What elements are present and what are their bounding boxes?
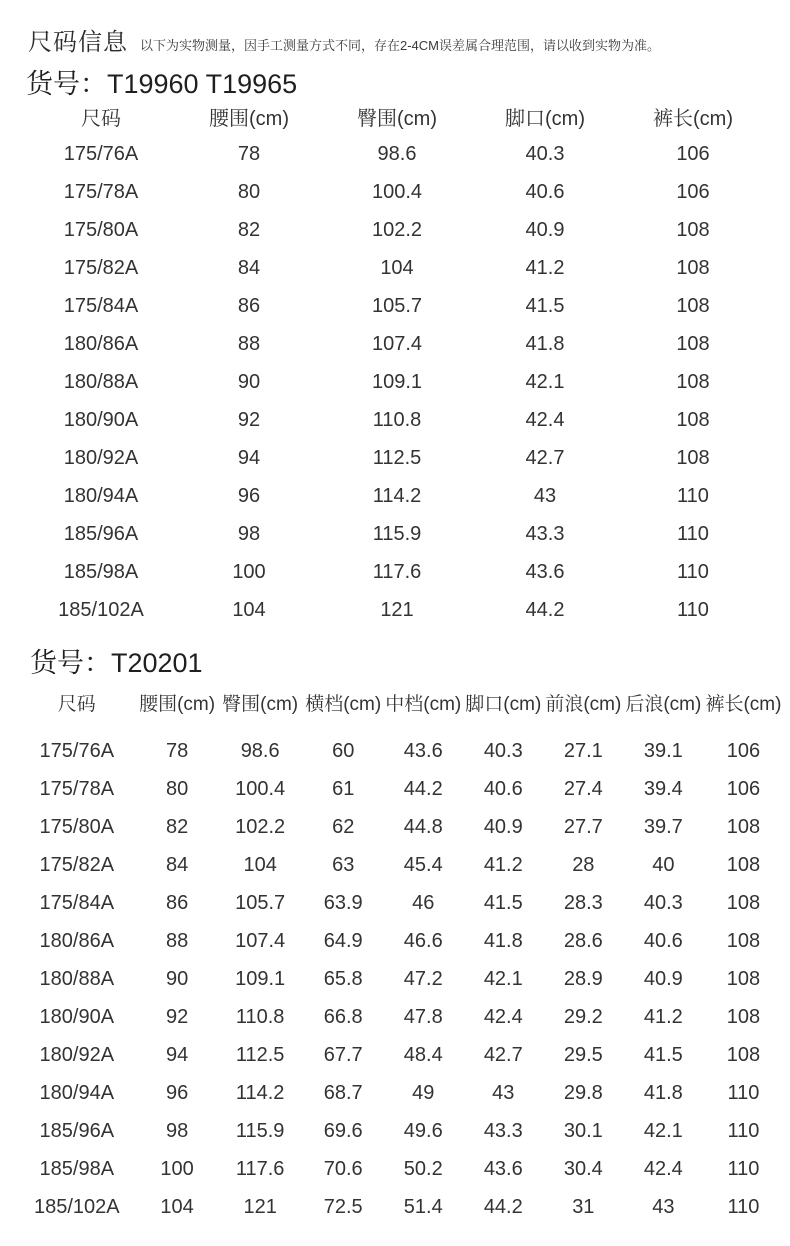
measurement-cell: 43 <box>533 484 557 507</box>
measurement-cell: 30.1 <box>563 1119 603 1142</box>
measurement-cell: 108 <box>676 446 710 469</box>
measurement-cell: 110 <box>677 598 709 621</box>
measurement-cell: 63.9 <box>323 891 363 914</box>
measurement-cell: 110 <box>727 1119 760 1142</box>
table-row <box>27 249 767 287</box>
measurement-cell: 66.8 <box>323 1005 363 1028</box>
column-header: 臀围(cm) <box>222 694 299 715</box>
measurement-cell: 40.6 <box>483 777 523 800</box>
measurement-cell: 27.4 <box>563 777 603 800</box>
table-row <box>27 553 767 591</box>
measurement-cell: 28.6 <box>563 929 603 952</box>
size-cell: 175/80A <box>39 815 115 838</box>
size-cell: 180/90A <box>63 408 139 431</box>
measurement-cell: 92 <box>237 408 261 431</box>
measurement-cell: 62 <box>332 815 355 838</box>
table-row <box>16 960 784 998</box>
measurement-cell: 114.2 <box>372 484 422 507</box>
table-row <box>16 1074 784 1112</box>
column-header: 后浪(cm) <box>625 694 702 715</box>
table-row <box>27 439 767 477</box>
measurement-cell: 114.2 <box>235 1081 285 1104</box>
table-row <box>16 922 784 960</box>
column-header: 中档(cm) <box>385 694 462 715</box>
table-row <box>16 770 784 808</box>
table-row <box>16 1036 784 1074</box>
measurement-cell: 110.8 <box>372 408 422 431</box>
measurement-cell: 108 <box>726 1005 761 1028</box>
measurement-cell: 42.4 <box>525 408 565 431</box>
measurement-cell: 60 <box>332 739 355 762</box>
size-cell: 180/92A <box>39 1043 115 1066</box>
size-cell: 185/96A <box>39 1119 115 1142</box>
table-row <box>27 287 767 325</box>
measurement-cell: 30.4 <box>563 1157 603 1180</box>
measurement-cell: 65.8 <box>323 967 363 990</box>
measurement-cell: 43 <box>492 1081 515 1104</box>
measurement-cell: 28.3 <box>563 891 603 914</box>
measurement-cell: 100 <box>160 1157 194 1180</box>
size-cell: 175/78A <box>63 180 139 203</box>
measurement-cell: 107.4 <box>371 332 423 355</box>
measurement-cell: 43.3 <box>483 1119 523 1142</box>
measurement-cell: 41.8 <box>525 332 565 355</box>
measurement-cell: 49.6 <box>403 1119 443 1142</box>
measurement-cell: 104 <box>160 1195 194 1218</box>
measurement-cell: 47.8 <box>403 1005 443 1028</box>
measurement-cell: 70.6 <box>323 1157 363 1180</box>
measurement-cell: 100.4 <box>371 180 423 203</box>
measurement-cell: 82 <box>237 218 261 241</box>
measurement-cell: 108 <box>676 294 710 317</box>
size-cell: 185/102A <box>33 1195 120 1218</box>
measurement-cell: 105.7 <box>371 294 423 317</box>
measurement-cell: 88 <box>237 332 261 355</box>
measurement-cell: 112.5 <box>235 1043 285 1066</box>
measurement-cell: 110 <box>727 1195 760 1218</box>
measurement-cell: 44.2 <box>525 598 565 621</box>
measurement-cell: 108 <box>676 218 710 241</box>
measurement-cell: 108 <box>676 408 710 431</box>
measurement-cell: 115.9 <box>372 522 422 545</box>
size-cell: 185/96A <box>63 522 139 545</box>
measurement-cell: 43 <box>652 1195 675 1218</box>
measurement-cell: 41.8 <box>483 929 523 952</box>
size-table-1 <box>27 97 767 629</box>
measurement-cell: 28.9 <box>563 967 603 990</box>
size-cell: 175/82A <box>63 256 139 279</box>
measurement-cell: 98 <box>165 1119 189 1142</box>
measurement-cell: 100.4 <box>235 777 286 800</box>
size-table-2-body <box>16 732 784 1226</box>
size-cell: 180/94A <box>39 1081 115 1104</box>
measurement-cell: 42.7 <box>525 446 565 469</box>
size-table-1-body <box>27 135 767 629</box>
measurement-cell: 41.2 <box>643 1005 683 1028</box>
measurement-cell: 110 <box>677 522 709 545</box>
measurement-cell: 90 <box>237 370 261 393</box>
measurement-cell: 98.6 <box>240 739 280 762</box>
measurement-cell: 39.1 <box>643 739 683 762</box>
measurement-cell: 121 <box>380 598 414 621</box>
size-cell: 180/88A <box>63 370 139 393</box>
measurement-cell: 42.4 <box>643 1157 683 1180</box>
measurement-cell: 108 <box>726 967 761 990</box>
table-row <box>16 1112 784 1150</box>
column-header: 裤长(cm) <box>705 694 782 715</box>
measurement-cell: 40 <box>652 853 675 876</box>
size-cell: 180/86A <box>39 929 115 952</box>
measurement-cell: 40.6 <box>525 180 565 203</box>
size-cell: 175/76A <box>39 739 115 762</box>
table-row <box>27 515 767 553</box>
measurement-cell: 39.4 <box>643 777 683 800</box>
measurement-cell: 48.4 <box>403 1043 443 1066</box>
measurement-cell: 28 <box>572 853 595 876</box>
column-header: 脚口(cm) <box>465 694 542 715</box>
measurement-cell: 41.2 <box>525 256 565 279</box>
size-cell: 185/98A <box>39 1157 115 1180</box>
size-cell: 175/80A <box>63 218 139 241</box>
column-header: 尺码 <box>57 694 96 715</box>
measurement-cell: 63 <box>332 853 355 876</box>
measurement-cell: 110 <box>727 1157 760 1180</box>
size-cell: 175/82A <box>39 853 115 876</box>
measurement-cell: 84 <box>165 853 189 876</box>
measurement-cell: 29.8 <box>563 1081 603 1104</box>
measurement-cell: 108 <box>676 256 710 279</box>
measurement-cell: 47.2 <box>403 967 443 990</box>
measurement-cell: 43.6 <box>525 560 565 583</box>
size-cell: 185/98A <box>63 560 139 583</box>
measurement-cell: 40.9 <box>525 218 565 241</box>
table-row <box>27 477 767 515</box>
measurement-cell: 43.3 <box>525 522 565 545</box>
measurement-cell: 108 <box>726 1043 761 1066</box>
measurement-cell: 96 <box>165 1081 189 1104</box>
measurement-cell: 105.7 <box>235 891 286 914</box>
measurement-cell: 44.2 <box>403 777 443 800</box>
column-header: 臀围(cm) <box>357 107 437 130</box>
column-header: 裤长(cm) <box>653 107 733 130</box>
column-header: 腰围(cm) <box>209 107 289 130</box>
size-cell: 180/86A <box>63 332 139 355</box>
measurement-note: 以下为实物测量，因手工测量方式不同，存在2-4CM误差属合理范围，请以收到实物为准。 <box>140 38 661 53</box>
measurement-cell: 42.1 <box>525 370 565 393</box>
measurement-cell: 41.5 <box>525 294 565 317</box>
measurement-cell: 108 <box>726 891 761 914</box>
measurement-cell: 108 <box>676 370 710 393</box>
table-row <box>27 135 767 173</box>
measurement-cell: 41.5 <box>643 1043 683 1066</box>
measurement-cell: 121 <box>243 1195 277 1218</box>
measurement-cell: 107.4 <box>235 929 286 952</box>
measurement-cell: 92 <box>165 1005 189 1028</box>
measurement-cell: 100 <box>232 560 266 583</box>
measurement-cell: 42.1 <box>643 1119 683 1142</box>
table-row <box>27 173 767 211</box>
measurement-cell: 80 <box>237 180 261 203</box>
table-row <box>27 591 767 629</box>
measurement-cell: 40.9 <box>643 967 683 990</box>
measurement-cell: 41.5 <box>483 891 523 914</box>
measurement-cell: 44.8 <box>403 815 443 838</box>
table-row <box>16 884 784 922</box>
size-cell: 175/76A <box>63 142 139 165</box>
size-cell: 175/84A <box>39 891 115 914</box>
measurement-cell: 44.2 <box>483 1195 523 1218</box>
measurement-cell: 45.4 <box>403 853 443 876</box>
measurement-cell: 80 <box>165 777 189 800</box>
measurement-cell: 41.2 <box>483 853 523 876</box>
size-cell: 175/84A <box>63 294 139 317</box>
measurement-cell: 86 <box>237 294 261 317</box>
measurement-cell: 68.7 <box>323 1081 363 1104</box>
measurement-cell: 43.6 <box>483 1157 523 1180</box>
table-row <box>16 732 784 770</box>
column-header: 尺码 <box>81 107 121 130</box>
size-cell: 185/102A <box>58 598 144 621</box>
measurement-cell: 50.2 <box>403 1157 443 1180</box>
measurement-cell: 69.6 <box>323 1119 363 1142</box>
measurement-cell: 104 <box>232 598 266 621</box>
size-table-2 <box>16 678 784 1226</box>
column-header: 横档(cm) <box>305 694 382 715</box>
size-cell: 175/78A <box>39 777 115 800</box>
measurement-cell: 86 <box>165 891 189 914</box>
measurement-cell: 51.4 <box>403 1195 443 1218</box>
measurement-cell: 110 <box>727 1081 760 1104</box>
measurement-cell: 108 <box>676 332 710 355</box>
measurement-cell: 40.6 <box>643 929 683 952</box>
size-cell: 180/90A <box>39 1005 115 1028</box>
table-row <box>27 211 767 249</box>
measurement-cell: 40.3 <box>483 739 523 762</box>
table-row <box>27 325 767 363</box>
measurement-cell: 110 <box>677 484 709 507</box>
measurement-cell: 108 <box>726 929 761 952</box>
table-row <box>27 363 767 401</box>
measurement-cell: 104 <box>243 853 277 876</box>
measurement-cell: 108 <box>726 815 761 838</box>
measurement-cell: 42.7 <box>483 1043 523 1066</box>
column-header: 前浪(cm) <box>545 694 622 715</box>
measurement-cell: 109.1 <box>371 370 423 393</box>
measurement-cell: 72.5 <box>323 1195 363 1218</box>
measurement-cell: 46.6 <box>403 929 443 952</box>
measurement-cell: 106 <box>676 180 710 203</box>
measurement-cell: 104 <box>380 256 414 279</box>
measurement-cell: 110 <box>677 560 709 583</box>
size-info-title: 尺码信息 <box>28 29 128 56</box>
size-cell: 180/94A <box>63 484 139 507</box>
measurement-cell: 31 <box>572 1195 595 1218</box>
table-row <box>16 808 784 846</box>
measurement-cell: 94 <box>165 1043 189 1066</box>
measurement-cell: 49 <box>412 1081 435 1104</box>
table-row <box>16 846 784 884</box>
measurement-cell: 29.5 <box>563 1043 603 1066</box>
table-header-row <box>16 678 784 732</box>
column-header: 脚口(cm) <box>505 107 585 130</box>
size-cell: 180/92A <box>63 446 139 469</box>
measurement-cell: 82 <box>165 815 189 838</box>
measurement-cell: 40.3 <box>643 891 683 914</box>
table-row <box>16 998 784 1036</box>
table-header-row <box>27 97 767 135</box>
measurement-cell: 84 <box>237 256 261 279</box>
measurement-cell: 61 <box>332 777 355 800</box>
measurement-cell: 117.6 <box>372 560 422 583</box>
measurement-cell: 106 <box>726 739 761 762</box>
table-row <box>27 401 767 439</box>
measurement-cell: 106 <box>726 777 761 800</box>
measurement-cell: 27.7 <box>563 815 603 838</box>
measurement-cell: 41.8 <box>643 1081 683 1104</box>
measurement-cell: 106 <box>676 142 710 165</box>
measurement-cell: 78 <box>165 739 189 762</box>
size-info-header <box>28 22 660 58</box>
measurement-cell: 64.9 <box>323 929 363 952</box>
measurement-cell: 98 <box>237 522 261 545</box>
measurement-cell: 43.6 <box>403 739 443 762</box>
measurement-cell: 115.9 <box>235 1119 285 1142</box>
table-row <box>16 1150 784 1188</box>
measurement-cell: 110.8 <box>235 1005 285 1028</box>
measurement-cell: 39.7 <box>643 815 683 838</box>
measurement-cell: 88 <box>165 929 189 952</box>
measurement-cell: 102.2 <box>235 815 286 838</box>
measurement-cell: 94 <box>237 446 261 469</box>
measurement-cell: 96 <box>237 484 261 507</box>
measurement-cell: 98.6 <box>377 142 417 165</box>
measurement-cell: 108 <box>726 853 761 876</box>
size-cell: 180/88A <box>39 967 115 990</box>
sku-title-1: 货号：T19960 T19965 <box>26 69 298 99</box>
measurement-cell: 109.1 <box>235 967 286 990</box>
measurement-cell: 78 <box>237 142 261 165</box>
measurement-cell: 117.6 <box>235 1157 285 1180</box>
measurement-cell: 90 <box>165 967 189 990</box>
measurement-cell: 42.1 <box>483 967 523 990</box>
measurement-cell: 40.9 <box>483 815 523 838</box>
measurement-cell: 40.3 <box>525 142 565 165</box>
table-row <box>16 1188 784 1226</box>
measurement-cell: 27.1 <box>563 739 603 762</box>
column-header: 腰围(cm) <box>139 694 216 715</box>
measurement-cell: 67.7 <box>323 1043 363 1066</box>
sku-title-2: 货号：T20201 <box>30 648 203 678</box>
measurement-cell: 102.2 <box>371 218 423 241</box>
measurement-cell: 112.5 <box>372 446 422 469</box>
measurement-cell: 46 <box>412 891 435 914</box>
measurement-cell: 42.4 <box>483 1005 523 1028</box>
measurement-cell: 29.2 <box>563 1005 603 1028</box>
